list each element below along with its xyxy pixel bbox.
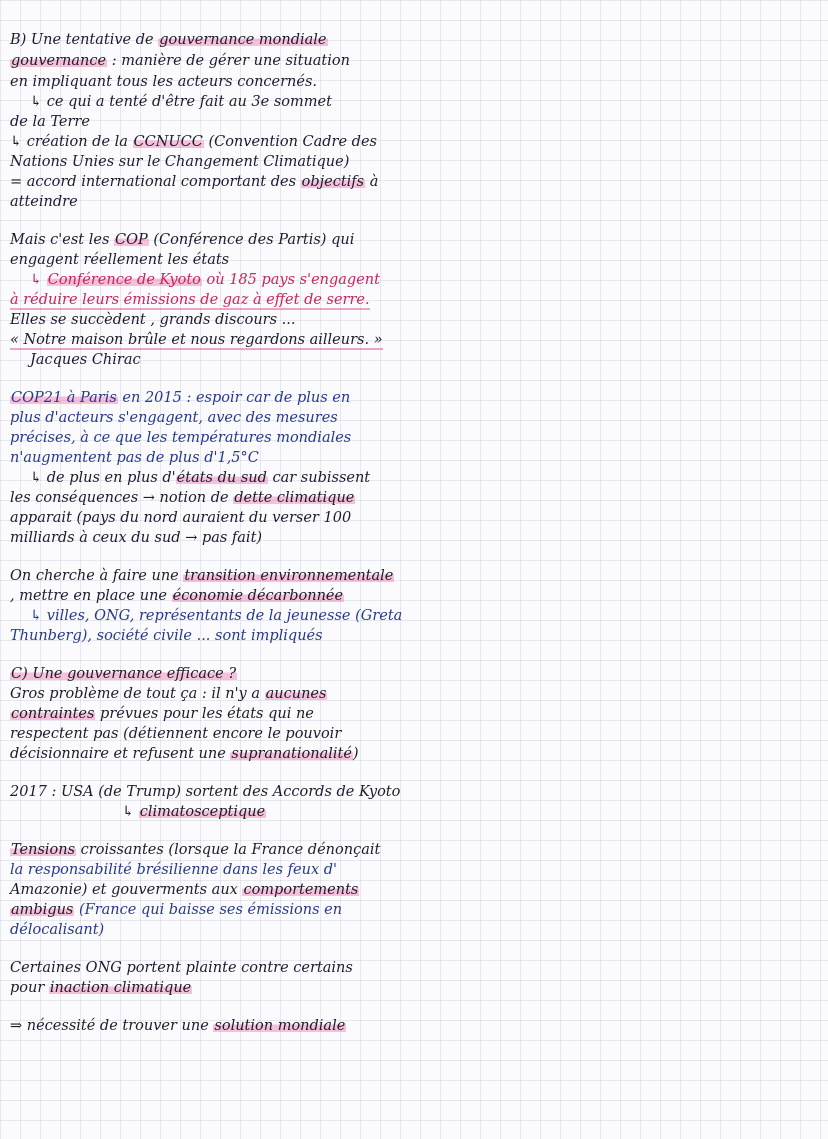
text: Mais c'est les — [10, 232, 115, 248]
note-line — [10, 172, 378, 192]
note-line — [10, 152, 349, 172]
note-line — [10, 606, 402, 626]
text: ) — [352, 746, 359, 762]
note-line — [10, 880, 359, 900]
note-line — [10, 132, 377, 152]
highlight-dette-climatique: dette climatique — [234, 490, 355, 506]
highlight-gouvernance-mondiale: gouvernance mondiale — [159, 32, 327, 48]
highlight-inaction-climatique: inaction climatique — [49, 980, 192, 996]
note-line — [10, 528, 262, 548]
text: à réduire leurs émissions de gaz à effet de serre. — [10, 292, 370, 308]
note-line — [10, 112, 90, 132]
note-line — [10, 488, 355, 508]
text: Jacques Chirac — [30, 352, 141, 368]
text: les conséquences → notion de — [10, 490, 234, 506]
note-line — [10, 782, 400, 802]
note-line — [10, 920, 104, 940]
highlight-supranationalite: supranationalité — [231, 746, 352, 762]
note-line — [10, 978, 192, 998]
text: (France qui baisse ses émissions en — [74, 902, 343, 918]
note-line — [10, 408, 338, 428]
note-line — [10, 468, 370, 488]
text: précises, à ce que les températures mondiales — [10, 430, 352, 446]
note-line — [10, 192, 78, 212]
note-line — [10, 92, 332, 112]
text: croissantes (lorsque la France dénonçait — [76, 842, 381, 858]
text: Gros problème de tout ça : il n'y a — [10, 686, 265, 702]
note-line — [10, 704, 314, 724]
text: ↳ villes, ONG, représentants de la jeunesse (Greta — [30, 608, 403, 624]
text: délocalisant) — [10, 922, 105, 938]
text: ↳ ce qui a tenté d'être fait au 3e sommet — [30, 94, 332, 110]
text: la responsabilité brésilienne dans les feux d' — [10, 862, 338, 878]
note-line — [10, 51, 350, 71]
highlight-economie-decarbonnee: économie décarbonnée — [172, 588, 344, 604]
quote-line — [10, 330, 383, 350]
highlight-ccnucc: CCNUCC — [133, 134, 203, 150]
conclusion-line — [10, 1016, 346, 1036]
note-line — [10, 626, 323, 646]
note-line — [10, 250, 229, 270]
highlight-transition-environnementale: transition environnementale — [184, 568, 394, 584]
quote-author — [10, 350, 141, 370]
text: (Conférence des Partis) qui — [148, 232, 355, 248]
highlight-aucunes: aucunes — [265, 686, 327, 702]
section-c-heading — [10, 664, 237, 684]
text: en impliquant tous les acteurs concernés. — [10, 74, 318, 90]
highlight-cop: COP — [115, 232, 148, 248]
text: Certaines ONG portent plainte contre certains — [10, 960, 353, 976]
text: ⇒ nécessité de trouver une — [10, 1018, 214, 1034]
text: n'augmentent pas de plus d'1,5°C — [10, 450, 259, 466]
note-line — [10, 860, 337, 880]
text: atteindre — [10, 194, 78, 210]
text: respectent pas (détiennent encore le pouvoir — [10, 726, 342, 742]
text: engagent réellement les états — [10, 252, 230, 268]
note-line — [10, 508, 351, 528]
highlight-etats-du-sud: états du sud — [176, 470, 267, 486]
note-line — [10, 900, 342, 920]
note-line — [10, 310, 295, 330]
highlight-contraintes: contraintes — [11, 706, 95, 722]
text: ↳ de plus en plus d' — [30, 470, 176, 486]
note-line — [10, 958, 353, 978]
text: ↳ — [30, 272, 47, 288]
highlight-cop21-paris: COP21 à Paris — [11, 390, 117, 406]
section-b-heading — [10, 30, 328, 50]
text: de la Terre — [10, 114, 90, 130]
text: en 2015 : espoir car de plus en — [117, 390, 351, 406]
text: : manière de gérer une situation — [107, 53, 350, 69]
note-line — [10, 428, 351, 448]
note-line — [10, 72, 317, 92]
highlight-section-c: C) Une gouvernance efficace ? — [11, 666, 237, 682]
text: ↳ création de la — [10, 134, 133, 150]
text: Amazonie) et gouverments aux — [10, 882, 243, 898]
text: = accord international comportant des — [10, 174, 301, 190]
note-line — [10, 802, 266, 822]
highlight-tensions: Tensions — [11, 842, 76, 858]
note-line — [10, 566, 394, 586]
note-line — [10, 270, 380, 290]
highlight-conference-kyoto: Conférence de Kyoto — [47, 272, 201, 288]
text: ↳ — [122, 804, 139, 820]
text: Nations Unies sur le Changement Climatique) — [10, 154, 350, 170]
highlight-ambigus: ambigus — [11, 902, 74, 918]
text: où 185 pays s'engagent — [201, 272, 380, 288]
text: à — [365, 174, 379, 190]
text: (Convention Cadre des — [203, 134, 377, 150]
note-line — [10, 744, 359, 764]
note-line — [10, 586, 344, 606]
text: car subissent — [267, 470, 371, 486]
note-line — [10, 840, 380, 860]
text: pour — [10, 980, 49, 996]
highlight-gouvernance: gouvernance — [11, 53, 107, 69]
text: Elles se succèdent , grands discours ... — [10, 312, 296, 328]
text: 2017 : USA (de Trump) sortent des Accords de Kyoto — [10, 784, 401, 800]
text: décisionnaire et refusent une — [10, 746, 231, 762]
highlight-climatosceptique: climatosceptique — [139, 804, 266, 820]
note-line — [10, 724, 341, 744]
text: On cherche à faire une — [10, 568, 184, 584]
highlight-solution-mondiale: solution mondiale — [214, 1018, 346, 1034]
highlight-objectifs: objectifs — [301, 174, 365, 190]
text: B) Une tentative de — [10, 32, 159, 48]
note-line — [10, 388, 350, 408]
text: prévues pour les états qui ne — [95, 706, 314, 722]
note-line — [10, 684, 327, 704]
text: , mettre en place une — [10, 588, 172, 604]
note-line — [10, 230, 354, 250]
text: apparait (pays du nord auraient du verser 100 — [10, 510, 352, 526]
note-line — [10, 448, 259, 468]
highlight-comportements: comportements — [243, 882, 359, 898]
note-line — [10, 290, 370, 310]
text: milliards à ceux du sud → pas fait) — [10, 530, 263, 546]
text: Thunberg), société civile ... sont impliqués — [10, 628, 323, 644]
text: plus d'acteurs s'engagent, avec des mesures — [10, 410, 338, 426]
quote-text: « Notre maison brûle et nous regardons ailleurs. » — [10, 332, 383, 348]
